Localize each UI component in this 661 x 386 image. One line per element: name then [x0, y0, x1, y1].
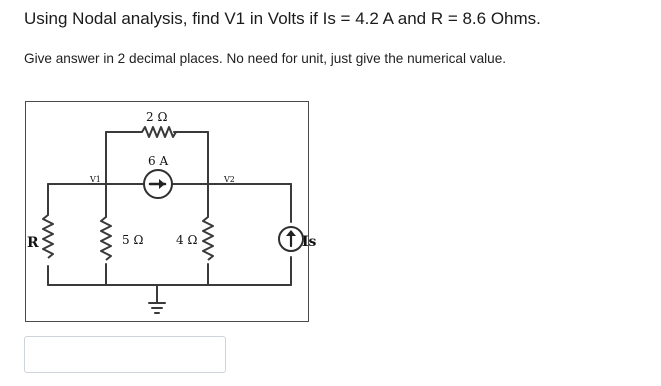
middle-left-resistor-symbol — [101, 217, 111, 260]
top-resistor-label: 2 Ω — [146, 110, 168, 124]
top-resistor-symbol — [142, 127, 176, 137]
answer-input[interactable] — [24, 336, 226, 373]
question-instruction: Give answer in 2 decimal places. No need for unit, just give the numerical value. — [24, 51, 507, 66]
node-v1-label: V1 — [90, 175, 101, 184]
top-current-source-symbol — [144, 170, 172, 198]
left-resistor-symbol — [43, 215, 53, 258]
middle-left-resistor-label: 5 Ω — [122, 233, 144, 247]
ground-symbol — [149, 303, 165, 313]
right-current-source-symbol — [279, 227, 303, 251]
middle-right-resistor-symbol — [203, 217, 213, 260]
left-resistor-label: R — [27, 235, 39, 251]
top-current-source-label: 6 A — [148, 154, 169, 168]
circuit-diagram — [25, 101, 317, 322]
question-title: Using Nodal analysis, find V1 in Volts if Is = 4.2 A and R = 8.6 Ohms. — [24, 9, 541, 28]
right-source-label: Is — [302, 234, 317, 250]
middle-right-resistor-label: 4 Ω — [176, 233, 198, 247]
node-v2-label: V2 — [224, 175, 235, 184]
